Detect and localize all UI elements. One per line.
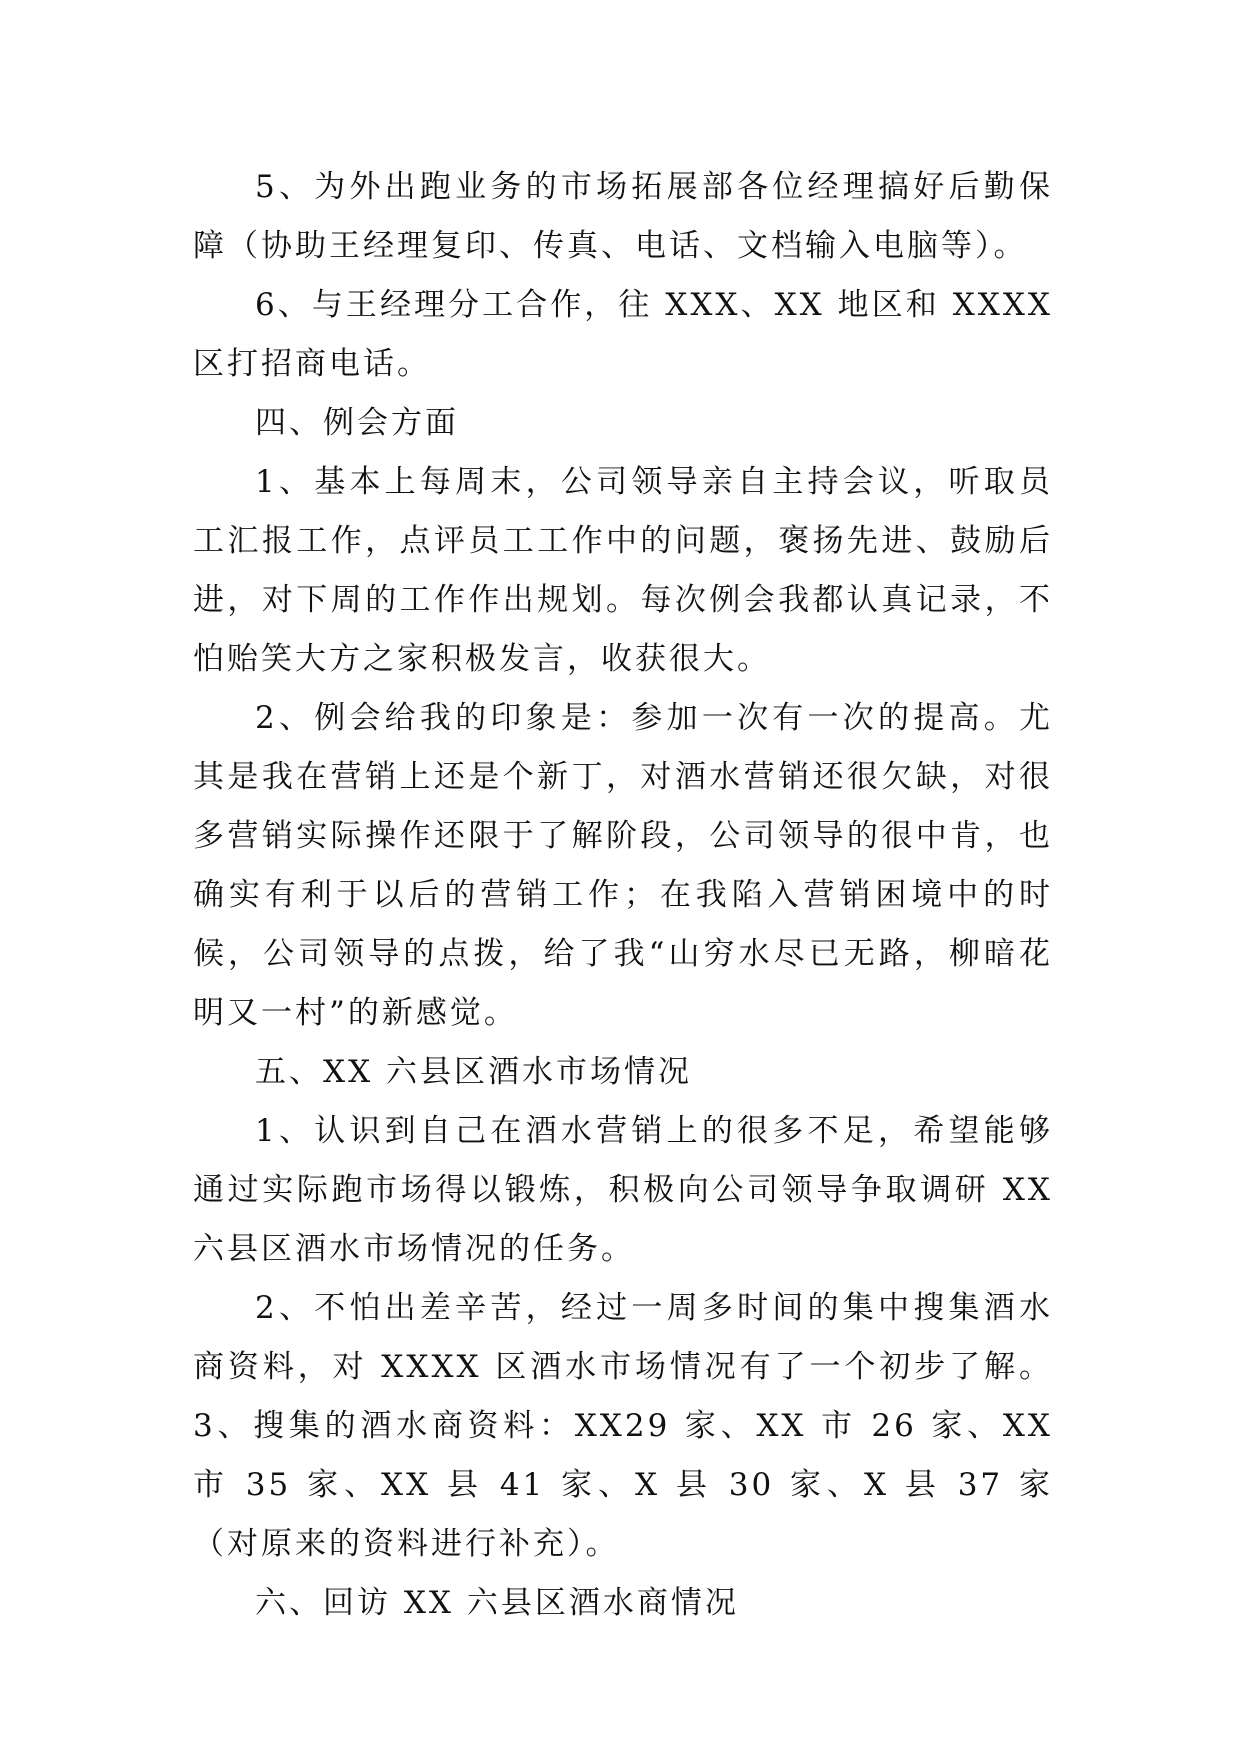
paragraph-item-6: 6、与王经理分工合作，往 XXX、XX 地区和 XXXX 区打招商电话。 (193, 287, 1053, 382)
section-heading-five: 五、XX 六县区酒水市场情况 (255, 1054, 692, 1090)
paragraph-market-2: 2、不怕出差辛苦，经过一周多时间的集中搜集酒水商资料，对 XXXX 区酒水市场情况有了一个初步了解。3、搜集的酒水商资料：XX29 家、XX 市 26 家、XX 市 35 家、XX 县 41 家、X 县 30 家、X 县 37 家（对原来的资料进行补充）。 (193, 1290, 1053, 1562)
paragraph-item-5: 5、为外出跑业务的市场拓展部各位经理搞好后勤保障（协助王经理复印、传真、电话、文档输入电脑等）。 (193, 169, 1053, 264)
document-body (193, 158, 1053, 1633)
paragraph-market-1: 1、认识到自己在酒水营销上的很多不足，希望能够通过实际跑市场得以锻炼，积极向公司领导争取调研 XX 六县区酒水市场情况的任务。 (193, 1113, 1053, 1267)
section-heading-six: 六、回访 XX 六县区酒水商情况 (255, 1585, 739, 1621)
section-heading-four: 四、例会方面 (255, 405, 459, 441)
paragraph-meeting-2: 2、例会给我的印象是：参加一次有一次的提高。尤其是我在营销上还是个新丁，对酒水营销还很欠缺，对很多营销实际操作还限于了解阶段，公司领导的很中肯，也确实有利于以后的营销工作；在我陷入营销困境中的时候，公司领导的点拨，给了我“山穷水尽已无路，柳暗花明又一村”的新感觉。 (193, 700, 1053, 1031)
paragraph-meeting-1: 1、基本上每周末，公司领导亲自主持会议，听取员工汇报工作，点评员工工作中的问题，褒扬先进、鼓励后进，对下周的工作作出规划。每次例会我都认真记录，不怕贻笑大方之家积极发言，收获很大。 (193, 464, 1053, 677)
